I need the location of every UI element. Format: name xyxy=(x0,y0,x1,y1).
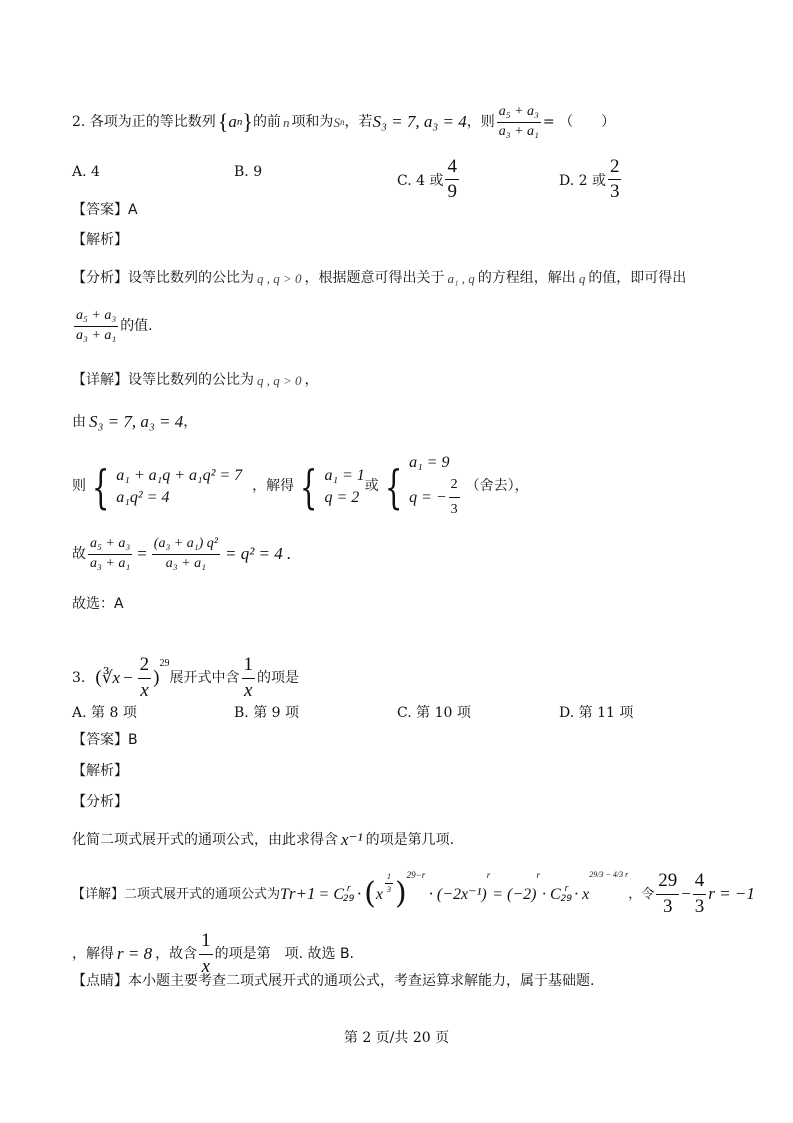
q2-mid1: 的前 xyxy=(252,113,281,130)
q3-fenxi: 化简二项式展开式的通项公式，由此求得含 x⁻¹ 的项是第几项. xyxy=(72,830,455,849)
q3-mid: 展开式中含 xyxy=(169,669,240,686)
q3-stem: 3. ( ∛x − $\frac{2}{x}$ ) $^{29}$ 展开式中含 $\frac{1}{x}$ 的项是 xyxy=(72,654,299,701)
q2-mid4: ，则 xyxy=(466,113,495,130)
q2-fenxi-var: q , q > 0 xyxy=(257,270,302,286)
q3-answer: 【答案】B xyxy=(72,732,138,748)
q2-mid2: 项和为 xyxy=(291,113,334,130)
q2-answer: 【答案】A xyxy=(72,202,138,218)
q2-seq-symbol: a xyxy=(228,112,237,132)
q2-fenxi-q: q xyxy=(578,270,586,286)
q2-you-eq: S₃ = 7, a₃ = 4 xyxy=(89,412,184,431)
q3-expr-exp: 29 xyxy=(159,658,170,669)
q2-xiangjie: 【详解】设等比数列的公比为 q , q > 0 ， xyxy=(72,372,319,388)
q2-system3: a₁ = 9 q = − $\frac{2}{3}$ xyxy=(409,454,458,517)
q3-line2: ，解得 r = 8 ，故含 $\frac{1}{x}$ 的项是第 项. 故选 B. xyxy=(72,930,354,977)
q2-s-sub: n xyxy=(339,116,345,127)
q3-option-c: C. 第 10 项 xyxy=(397,705,471,721)
q2-choose: 故选：A xyxy=(72,596,124,612)
q2-gu: 故 $\frac{\text{a₅ + a₃}}{\text{a₃ + a₁}}$ = $\frac{\text{(a₃ + a₁) q²}}{\text{a₃ + a₁}}$ = q² = 4 . xyxy=(72,536,292,571)
q3-fenxi-title: 【分析】 xyxy=(72,794,128,810)
q2-analysis-title: 【解析】 xyxy=(72,232,128,248)
q2-option-d: D. 2 或 $\frac{2}{3}$ xyxy=(559,156,620,202)
q2-n: n xyxy=(282,114,290,130)
q2-condition: S₃ = 7, a₃ = 4 xyxy=(372,112,467,132)
q2-fenxi-cont: $\frac{\text{a₅ + a₃}}{\text{a₃ + a₁}}$ 的值. xyxy=(76,308,153,343)
q2-gu-fraction1: $\frac{\text{a₅ + a₃}}{\text{a₃ + a₁}}$ xyxy=(90,536,131,571)
q3-target-fraction: $\frac{1}{x}$ xyxy=(243,654,253,701)
q3-stem-prefix: 3. xyxy=(72,669,86,686)
q2-fenxi-vars: a₁ , q xyxy=(447,270,475,286)
q3-expr-root: ∛x xyxy=(101,668,121,688)
q2-option-b: B. 9 xyxy=(234,164,263,180)
q3-xiangjie: 【详解】二项式展开式的通项公式为 T r+1 = C r 29 · ( x $\frac{1}{3}$ ) $^{29-r}$ · (−2x⁻¹) r = (−2) r · C r 29 · x 29/3 − 4/3 r ，令 $\frac{29}{3}$ − $\frac{4}{3}$ r = −1 xyxy=(72,870,755,917)
q2-seq-sub: n xyxy=(236,115,243,128)
q3-option-b: B. 第 9 项 xyxy=(234,705,299,721)
q2-s: S xyxy=(333,114,340,130)
q2-option-c: C. 4 或 $\frac{4}{9}$ xyxy=(397,156,457,202)
q3-option-a: A. 第 8 项 xyxy=(72,705,137,721)
q2-system2: a₁ = 1 q = 2 xyxy=(324,466,365,506)
page-footer: 第 2 页/共 20 页 xyxy=(343,1030,450,1046)
q2-fenxi: 【分析】设等比数列的公比为 q , q > 0 ，根据题意可得出关于 a₁ , q 的方程组，解出 q 的值，即可得出 xyxy=(72,270,687,286)
q3-expr-fraction: $\frac{2}{x}$ xyxy=(139,654,150,701)
q2-stem: 2. 各项为正的等比数列 { a n } 的前 n 项和为 S n ，若 S₃ = 7, a₃ = 4 ，则 $\frac{\text{a₅ + a₃}}{\text{a₃ + a₁}}$ = （ ） xyxy=(72,104,616,139)
q3-tail: 的项是 xyxy=(257,669,299,686)
q2-option-a: A. 4 xyxy=(72,164,100,180)
q2-options xyxy=(72,156,712,202)
q3-option-d: D. 第 11 项 xyxy=(559,705,634,721)
q2-ze: 则 { a₁ + a₁q + a₁q² = 7 a₁q² = 4 ，解得 { a₁ = 1 q = 2 或 { a₁ = 9 q = − $\frac{2}{3}$ （舍去）， xyxy=(72,452,529,521)
q2-ratio-fraction: $\frac{\text{a₅ + a₃}}{\text{a₃ + a₁}}$ xyxy=(498,104,539,139)
q2-system1: a₁ + a₁q + a₁q² = 7 a₁q² = 4 xyxy=(116,466,243,506)
q2-xiangjie-var: q , q > 0 xyxy=(257,372,302,388)
q3-fenxi-x: x⁻¹ xyxy=(341,830,363,849)
q2-tail: = （ ） xyxy=(542,113,616,130)
q3-dianjing: 【点睛】本小题主要考查二项式展开式的通项公式，考查运算求解能力，属于基础题. xyxy=(72,973,595,989)
q3-options xyxy=(72,702,712,724)
q2-stem-prefix: 2. 各项为正的等比数列 xyxy=(72,113,216,130)
q2-mid3: ，若 xyxy=(344,113,373,130)
q2-you: 由 S₃ = 7, a₃ = 4 ， xyxy=(72,412,198,431)
q2-gu-fraction2: $\frac{\text{(a₃ + a₁) q²}}{\text{a₃ + a₁}}$ xyxy=(153,536,218,571)
q3-analysis-title: 【解析】 xyxy=(72,763,128,779)
q2-fenxi-fraction: $\frac{\text{a₅ + a₃}}{\text{a₃ + a₁}}$ xyxy=(76,308,117,343)
